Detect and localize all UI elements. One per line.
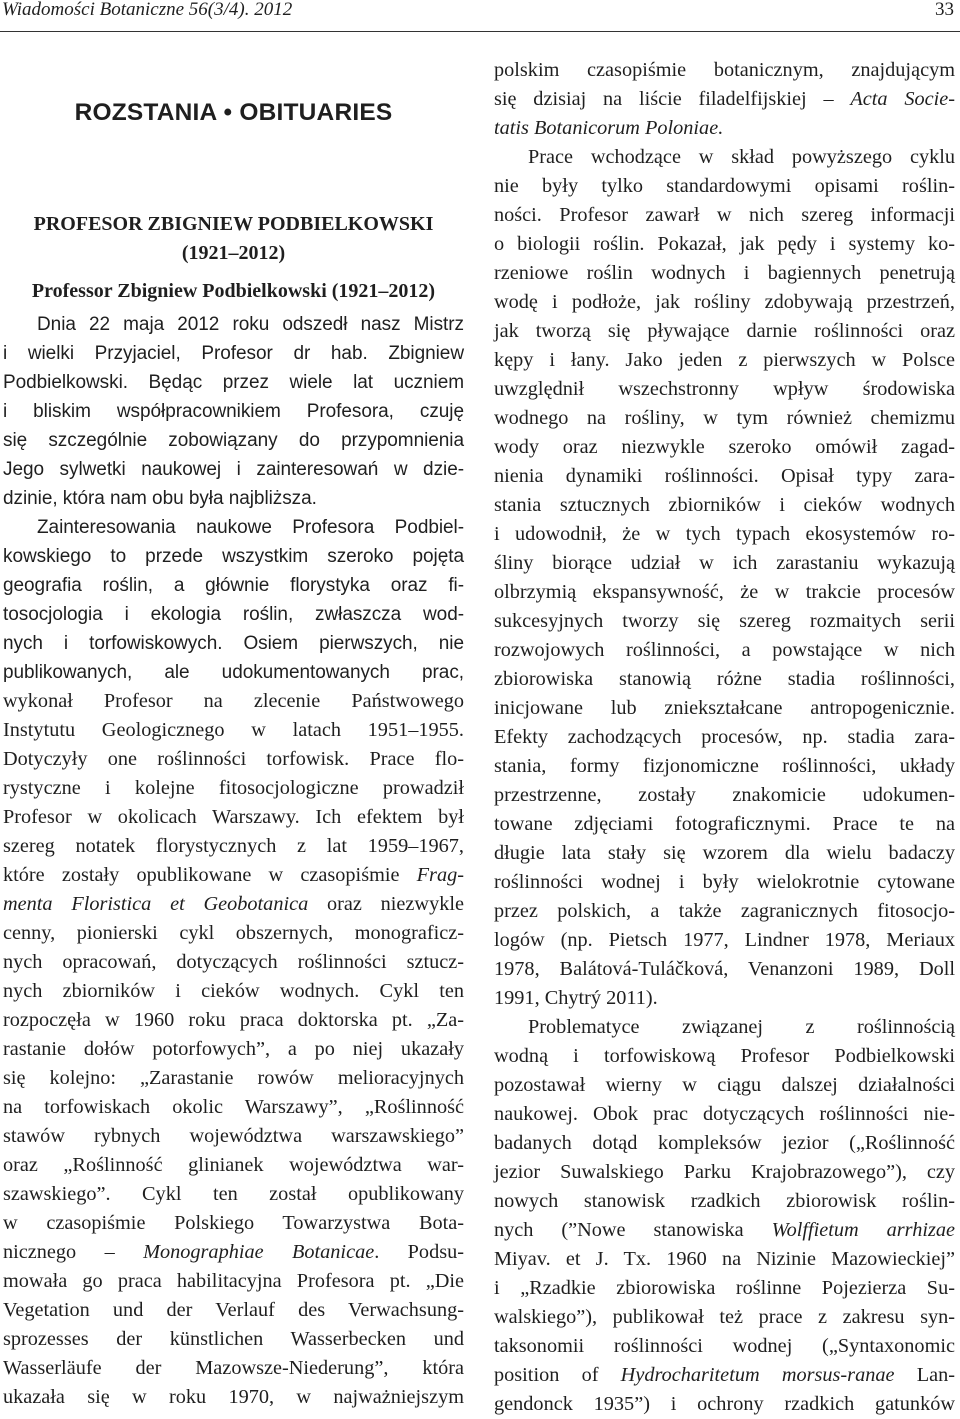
text-line: i bliskim współpracownikiem Profesora, czuję	[3, 401, 464, 422]
text-line: taksonomii roślinności wodnej („Syntaxonomic	[494, 1335, 955, 1357]
text-line	[494, 114, 955, 143]
text-line: Miyav. et J. Tx. 1960 na Nizinie Mazowieckiej”	[494, 1248, 955, 1270]
text-line: Profesor w okolicach Warszawy. Ich efektem był	[3, 806, 464, 828]
text-line: na torfowiskach okolic Warszawy”, „Roślinność	[3, 1096, 464, 1118]
text-line: badanych dotąd kompleksów jezior („Roślinność	[494, 1132, 955, 1154]
paragraph-interests	[3, 513, 464, 1412]
text-line: 1978, Balátová-Tuláčková, Venanzoni 1989, Doll	[494, 958, 955, 980]
text-line: kępy i łany. Jako jeden z pierwszych w Polsce	[494, 349, 955, 371]
text-run: się dzisiaj na liście filadelfijskiej –	[494, 88, 851, 110]
text-run: nych (”Nowe stanowiska	[494, 1219, 772, 1241]
text-line	[494, 85, 955, 114]
text-line: nych opracowań, dotyczących roślinności sztucz-	[3, 951, 464, 973]
text-line: dzinie, która nam obu była najbliższa.	[3, 488, 317, 509]
text-line: logów (np. Pietsch 1977, Lindner 1978, Meriaux	[494, 929, 955, 951]
text-line: szereg notatek florystycznych z lat 1959–1967,	[3, 835, 464, 857]
taxon-italic: Hydrocharitetum morsus-ranae	[620, 1364, 895, 1386]
text-line: pozostawał wierny w ciągu dalszej działalności	[494, 1074, 955, 1096]
article-title-en: Professor Zbigniew Podbielkowski (1921–2012)	[31, 280, 436, 302]
text-run: Lan-	[894, 1364, 955, 1386]
journal-title-italic: Monographiae Botanicae	[143, 1241, 375, 1263]
text-line: inicjowane lub zniekształcane antropogenicznie.	[494, 697, 955, 719]
text-line: naukowej. Obok prac dotyczących roślinności nie-	[494, 1103, 955, 1125]
text-line: publikowanych, ale udokumentowanych prac,	[3, 662, 464, 683]
text-line	[494, 1216, 955, 1245]
text-line: w czasopiśmie Polskiego Towarzystwa Bota-	[3, 1212, 464, 1234]
text-line: roślinności wodnej i były wielokrotnie cytowane	[494, 871, 955, 893]
section-title: ROZSTANIA • OBITUARIES	[74, 99, 393, 126]
text-line: uwzględnił wszechstronny wpływ środowiska	[494, 378, 955, 400]
text-line: szawskiego”. Cykl ten został opublikowany	[3, 1183, 464, 1205]
text-line: się kolejno: „Zarastanie rowów melioracyjnych	[3, 1067, 464, 1089]
text-line: o biologii roślin. Pokazał, jak pędy i systemy ko-	[494, 233, 955, 255]
text-line	[3, 1238, 464, 1267]
journal-citation: Wiadomości Botaniczne 56(3/4). 2012	[2, 0, 293, 20]
text-run: które zostały opublikowane w czasopiśmie	[3, 864, 417, 886]
text-line: zbiorowiska stanowią różne stadia roślinności,	[494, 668, 955, 690]
text-line	[3, 890, 464, 919]
paragraph-cycle	[494, 143, 955, 1013]
journal-title-italic: menta Floristica et Geobotanica	[3, 893, 309, 915]
text-line: wykonał Profesor na zlecenie Państwowego	[3, 690, 464, 712]
text-line: rzeniowe roślin wodnych i bagiennych penetrują	[494, 262, 955, 284]
text-line: ukazała się w roku 1970, w najważniejszym	[3, 1386, 464, 1408]
header-rule	[0, 31, 960, 32]
text-line: się szczególnie zobowiązany do przypomnienia	[3, 430, 464, 451]
text-line: oraz „Roślinność glinianek województwa war-	[3, 1154, 464, 1176]
article-title-years: (1921–2012)	[181, 242, 286, 264]
text-line: sprozesses der künstlichen Wasserbecken und	[3, 1328, 464, 1350]
text-line: i wielki Przyjaciel, Profesor dr hab. Zbigniew	[3, 343, 464, 364]
text-line: i „Rzadkie zbiorowiska roślinne Pojezierza Su-	[494, 1277, 955, 1299]
text-line: wody oraz niezwykle szeroko omówił zagad-	[494, 436, 955, 458]
journal-title-italic: tatis Botanicorum Poloniae.	[494, 117, 724, 139]
text-line	[494, 1361, 955, 1390]
text-line: Jego sylwetki naukowej i zainteresowań w dzie-	[3, 459, 464, 480]
text-line: geografia roślin, a głównie florystyka oraz fi-	[3, 575, 464, 596]
text-run: position of	[494, 1364, 621, 1386]
text-line: kowskiego to przede wszystkim szeroko pojęta	[3, 546, 464, 567]
text-line: olbrzymią ekspansywność, że w trakcie procesów	[494, 581, 955, 603]
text-line: sukcesyjnych tworzy się szereg rozmaitych serii	[494, 610, 955, 632]
text-line: wodnego na rośliny, w tym również chemizmu	[494, 407, 955, 429]
text-line: walskiego”), publikował też prace z zakresu syn-	[494, 1306, 955, 1328]
text-line: wodną i torfowiskową Profesor Podbielkowski	[494, 1045, 955, 1067]
text-line: i udowodnił, że w tych typach ekosystemów ro-	[494, 523, 955, 545]
text-line: Zainteresowania naukowe Profesora Podbiel-	[37, 517, 464, 538]
text-line: Efekty zachodzących procesów, np. stadia zara-	[494, 726, 955, 748]
taxon-italic: Wolffietum arrhizae	[771, 1219, 956, 1241]
text-line: 1991, Chytrý 2011).	[494, 987, 658, 1009]
text-line: polskim czasopiśmie botanicznym, znajdującym	[494, 59, 955, 81]
text-line: Problematyce związanej z roślinnością	[528, 1016, 955, 1038]
paragraph-continuation	[494, 56, 955, 143]
text-line: długie lata stały się wzorem dla wielu badaczy	[494, 842, 955, 864]
text-line: nych zbiorników i cieków wodnych. Cykl ten	[3, 980, 464, 1002]
text-line: Dnia 22 maja 2012 roku odszedł nasz Mistrz	[37, 314, 464, 335]
text-line: gendonck 1935”) i ochrony rzadkich gatunków	[494, 1393, 955, 1415]
text-line: nych i torfowiskowych. Osiem pierwszych, nie	[3, 633, 464, 654]
running-header	[0, 0, 960, 40]
text-run: oraz niezwykle	[308, 893, 464, 915]
text-run: nicznego –	[3, 1241, 144, 1263]
left-column	[3, 96, 464, 1412]
text-line: wodę i podłoże, jak rośliny zdobywają przestrzeń,	[494, 291, 955, 313]
page-number: 33	[935, 0, 954, 20]
text-line: ności. Profesor zawarł w nich szereg informacji	[494, 204, 955, 226]
paragraph-later-work	[494, 1013, 955, 1419]
text-line: Dotyczyły one roślinności torfowisk. Prace flo-	[3, 748, 464, 770]
text-line: stawów rybnych województwa warszawskiego”	[3, 1125, 464, 1147]
text-line: rastanie dołów potorfowych”, a po niej ukazały	[3, 1038, 464, 1060]
text-line: rozpoczęła w 1960 roku praca doktorska pt. „Za-	[3, 1009, 464, 1031]
text-line: nowych stanowisk rzadkich zbiorowisk roślin-	[494, 1190, 955, 1212]
text-line: nienia dynamiki roślinności. Opisał typy zara-	[494, 465, 955, 487]
text-line: przestrzenne, zostały znakomicie udokumen-	[494, 784, 955, 806]
text-line: jezior Suwalskiego Parku Krajobrazowego”), czy	[494, 1161, 955, 1183]
text-line: stania, formy fizjonomiczne roślinności, układy	[494, 755, 955, 777]
text-line: Vegetation und der Verlauf des Verwachsung-	[3, 1299, 464, 1321]
article-title-pl: PROFESOR ZBIGNIEW PODBIELKOWSKI	[33, 213, 434, 235]
text-line: tosocjologia i ekologia roślin, zwłaszcza wod-	[3, 604, 464, 625]
text-run: . Podsu-	[374, 1241, 465, 1263]
right-column	[494, 56, 955, 1419]
text-line: Prace wchodzące w skład powyższego cyklu	[528, 146, 955, 168]
text-line: nie były tylko standardowymi opisami roślin-	[494, 175, 955, 197]
text-line: cenny, pionierski cykl obszernych, monograficz-	[3, 922, 464, 944]
text-line: śliny biorące udział w ich zarastaniu wykazują	[494, 552, 955, 574]
text-line: przez polskich, a także zagranicznych fitosocjo-	[494, 900, 955, 922]
text-line: jak tworzą się pływające darnie roślinności oraz	[494, 320, 955, 342]
text-line: Instytutu Geologicznego w latach 1951–1955.	[3, 719, 464, 741]
journal-title-italic: Acta Socie-	[850, 88, 955, 110]
text-line: stania sztucznych zbiorników i cieków wodnych	[494, 494, 955, 516]
paragraph-intro	[3, 310, 464, 513]
text-line: rozwojowych roślinności, a powstające w nich	[494, 639, 955, 661]
text-line: rystyczne i kolejne fitosocjologiczne prowadził	[3, 777, 464, 799]
text-line: Wasserläufe der Mazowsze-Niederung”, która	[3, 1357, 464, 1379]
journal-title-italic: Frag-	[416, 864, 464, 886]
text-line: Podbielkowski. Będąc przez wiele lat uczniem	[3, 372, 464, 393]
text-line	[3, 861, 464, 890]
text-line: towane zdjęciami fotograficznymi. Prace te na	[494, 813, 955, 835]
text-line: mowała go praca habilitacyjna Profesora pt. „Die	[3, 1270, 464, 1292]
